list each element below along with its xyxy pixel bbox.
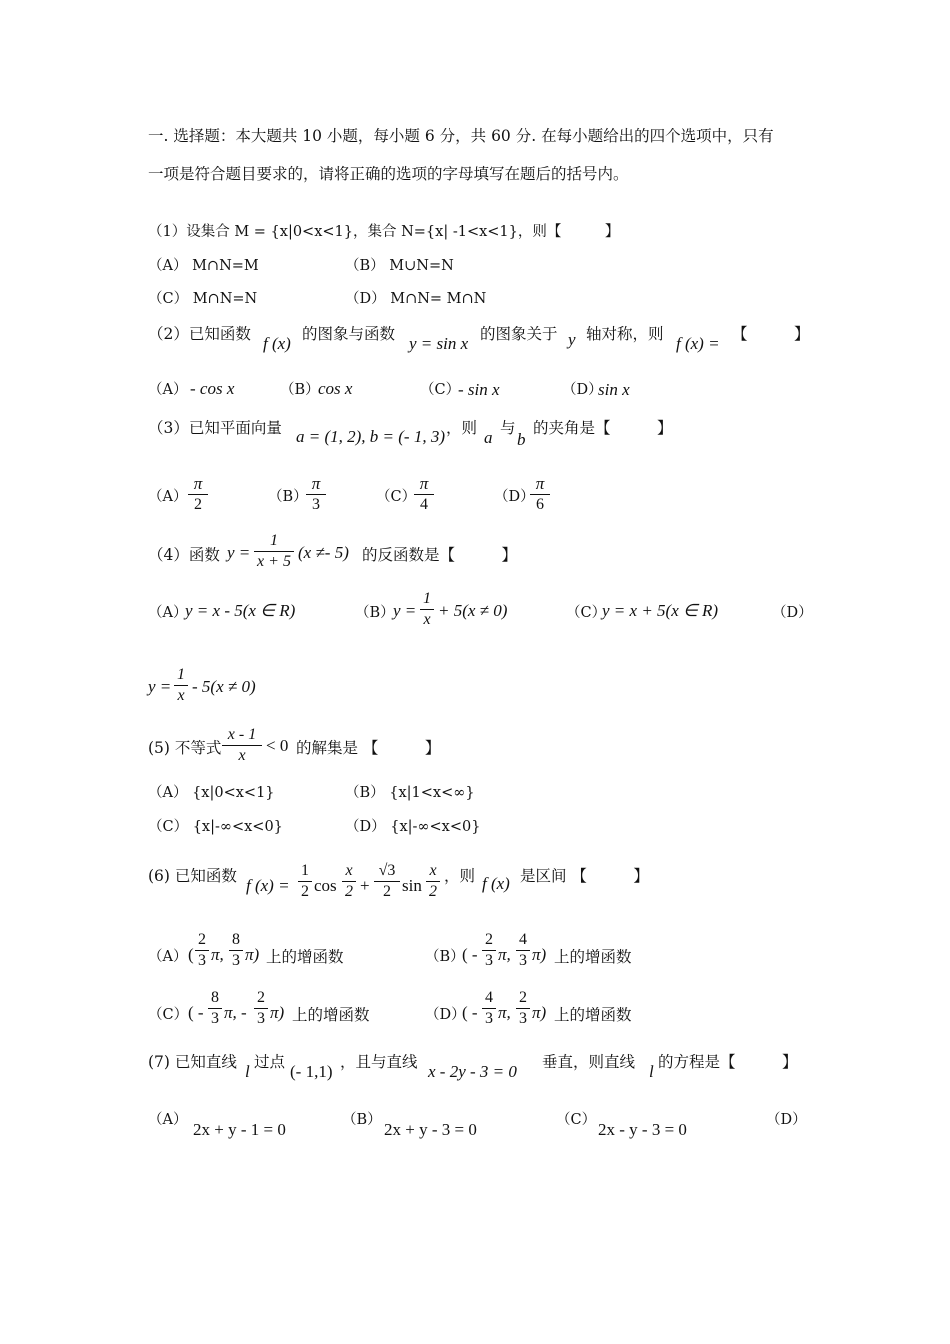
q2-option-c: - sin x xyxy=(458,380,500,399)
q3-vectors: a = (1, 2), b = (- 1, 3) xyxy=(296,427,445,446)
q7-stem-a: (7) 已知直线 xyxy=(148,1053,237,1071)
q7-stem-b: 过点 xyxy=(254,1053,286,1071)
q3-stem-b: ，则 xyxy=(446,419,478,437)
section-heading-line1: 一. 选择题：本大题共 10 小题，每小题 6 分，共 60 分. 在每小题给出的四个选项中，只有 xyxy=(148,127,774,145)
q6-option-c-open: ( - xyxy=(188,1003,204,1022)
q6-option-c-label: （C） xyxy=(148,1007,189,1023)
q7-point: (- 1,1) xyxy=(290,1062,333,1081)
q4-option-b-post: + 5(x ≠ 0) xyxy=(438,601,508,620)
q2-option-b: cos x xyxy=(318,379,353,398)
q6-frac-4: x 2 xyxy=(426,862,440,901)
q3-option-c-frac: π 4 xyxy=(414,475,434,514)
q6-option-a-frac-2: 8 3 xyxy=(229,931,243,970)
q5-option-b: （B） {x|1<x<∞} xyxy=(345,785,475,801)
q6-frac-1: 1 2 xyxy=(298,862,312,901)
q2-option-b-label: （B） xyxy=(280,382,320,398)
q7-option-d-label: （D） xyxy=(766,1112,807,1128)
q5-option-d: （D） {x|-∞<x<0} xyxy=(345,819,481,835)
q6-frac-2: x 2 xyxy=(342,862,356,901)
q3-option-c-label: （C） xyxy=(376,489,417,505)
q4-option-d-pre: y = xyxy=(148,677,172,696)
q4-option-d-post: - 5(x ≠ 0) xyxy=(192,677,256,696)
q6-option-b-label: （B） xyxy=(425,949,465,965)
q2-stem-a: （2）已知函数 xyxy=(148,325,251,343)
q5-frac: x - 1 x xyxy=(222,726,262,765)
q7-option-a-label: （A） xyxy=(148,1112,188,1128)
q6-option-d-open: ( - xyxy=(462,1003,478,1022)
section-heading-line2: 一项是符合题目要求的，请将正确的选项的字母填写在题后的括号内。 xyxy=(148,165,629,183)
q3-b: b xyxy=(517,430,526,449)
q4-option-a-label: （A） xyxy=(148,605,188,621)
q3-stem-c: 与 xyxy=(500,419,516,437)
q3-option-b-label: （B） xyxy=(268,489,308,505)
q6-option-c-frac-2: 2 3 xyxy=(254,989,268,1028)
q5-option-a: （A） {x|0<x<1} xyxy=(148,785,275,801)
q2-option-a-label: （A） xyxy=(148,382,188,398)
q6-option-c-frac-1: 8 3 xyxy=(208,989,222,1028)
q6-stem-c: 是区间 【 】 xyxy=(520,867,649,885)
q6-option-a-label: （A） xyxy=(148,949,188,965)
q6-option-a-pi-comma: π, xyxy=(211,945,224,964)
q1-option-b: （B） M∪N=N xyxy=(345,258,454,274)
q2-fx-eq: f (x) = xyxy=(676,334,720,353)
q1-option-a: （A） M∩N=M xyxy=(148,258,259,274)
q4-option-b-label: （B） xyxy=(355,605,395,621)
q6-option-b-pi-comma: π, xyxy=(498,945,511,964)
q7-option-c-label: （C） xyxy=(556,1112,597,1128)
q4-stem-a: （4）函数 xyxy=(148,546,220,564)
q2-bracket: 【 】 xyxy=(732,325,810,343)
q6-option-a-suffix: 上的增函数 xyxy=(266,948,344,966)
q5-relation: < 0 xyxy=(266,736,289,755)
q4-option-b-pre: y = xyxy=(393,601,417,620)
q6-option-b-open: ( - xyxy=(462,945,478,964)
q4-condition: (x ≠- 5) xyxy=(298,543,349,562)
q6-option-b-frac-1: 2 3 xyxy=(482,931,496,970)
q6-option-b-frac-2: 4 3 xyxy=(516,931,530,970)
q7-option-a: 2x + y - 1 = 0 xyxy=(193,1120,286,1139)
q1-option-c: （C） M∩N=N xyxy=(148,291,258,307)
q5-stem-b: 的解集是 【 】 xyxy=(296,739,441,757)
q7-option-c: 2x - y - 3 = 0 xyxy=(598,1120,687,1139)
q6-option-a-pi-close: π) xyxy=(245,945,260,964)
q6-option-d-frac-2: 2 3 xyxy=(516,989,530,1028)
q2-option-d-label: （D） xyxy=(562,382,603,398)
q1-option-d: （D） M∩N= M∩N xyxy=(345,291,487,307)
q4-option-d-frac: 1 x xyxy=(174,666,188,705)
q6-stem-a: (6) 已知函数 xyxy=(148,867,237,885)
q7-l: l xyxy=(245,1062,250,1081)
q7-option-b-label: （B） xyxy=(342,1112,382,1128)
q2-y: y xyxy=(568,330,576,349)
q3-a: a xyxy=(484,428,493,447)
q6-cos: cos xyxy=(314,876,337,895)
q6-f-eq: f (x) = xyxy=(246,876,290,895)
q6-option-b-pi-close: π) xyxy=(532,945,547,964)
q3-option-b-frac: π 3 xyxy=(306,475,326,514)
q6-option-a-open: ( xyxy=(188,945,194,964)
q4-option-c: y = x + 5(x ∈ R) xyxy=(602,601,719,620)
q6-option-d-suffix: 上的增函数 xyxy=(554,1006,632,1024)
q3-stem-d: 的夹角是【 】 xyxy=(533,419,673,437)
q6-option-c-pi-close: π) xyxy=(270,1003,285,1022)
q7-line: x - 2y - 3 = 0 xyxy=(428,1062,517,1081)
q2-stem-c: 的图象关于 xyxy=(480,325,558,343)
q5-stem-a: (5) 不等式 xyxy=(148,739,222,757)
q6-option-d-label: （D） xyxy=(425,1007,466,1023)
q2-stem-d: 轴对称，则 xyxy=(586,325,664,343)
q6-frac-3: √3 2 xyxy=(374,862,400,901)
q2-stem-b: 的图象与函数 xyxy=(302,325,396,343)
q1-stem: （1）设集合 M = {x|0<x<1}，集合 N={x| -1<x<1}，则【 】 xyxy=(148,224,620,240)
q7-l-2: l xyxy=(649,1062,654,1081)
q4-stem-b: 的反函数是【 】 xyxy=(362,546,518,564)
q3-option-a-label: （A） xyxy=(148,489,188,505)
q4-option-c-label: （C） xyxy=(566,605,607,621)
q7-stem-d: 垂直，则直线 xyxy=(542,1053,636,1071)
q4-y-eq: y = xyxy=(227,543,251,562)
q6-option-c-pi-comma: π, - xyxy=(224,1003,247,1022)
q2-option-a: - cos x xyxy=(190,379,235,398)
q2-option-d: sin x xyxy=(598,380,630,399)
q4-option-d-label: （D） xyxy=(772,605,813,621)
q4-option-a: y = x - 5(x ∈ R) xyxy=(185,601,296,620)
q6-stem-b: ，则 xyxy=(444,867,476,885)
q6-sin: sin xyxy=(402,876,422,895)
q7-stem-e: 的方程是【 】 xyxy=(658,1053,798,1071)
q6-option-c-suffix: 上的增函数 xyxy=(292,1006,370,1024)
q6-option-b-suffix: 上的增函数 xyxy=(554,948,632,966)
q6-option-d-pi-comma: π, xyxy=(498,1003,511,1022)
q2-option-c-label: （C） xyxy=(420,382,461,398)
q6-option-a-frac-1: 2 3 xyxy=(195,931,209,970)
q7-option-b: 2x + y - 3 = 0 xyxy=(384,1120,477,1139)
q2-fx: f (x) xyxy=(263,334,291,353)
q6-plus: + xyxy=(360,876,370,895)
q6-option-d-frac-1: 4 3 xyxy=(482,989,496,1028)
q7-stem-c: ，且与直线 xyxy=(340,1053,418,1071)
q3-option-d-label: （D） xyxy=(494,489,535,505)
q3-stem-a: （3）已知平面向量 xyxy=(148,419,282,437)
q3-option-d-frac: π 6 xyxy=(530,475,550,514)
q6-fx: f (x) xyxy=(482,874,510,893)
q4-option-b-frac: 1 x xyxy=(420,590,434,629)
q5-option-c: （C） {x|-∞<x<0} xyxy=(148,819,283,835)
q4-frac: 1 x + 5 xyxy=(254,532,294,571)
q6-option-d-pi-close: π) xyxy=(532,1003,547,1022)
q3-option-a-frac: π 2 xyxy=(188,475,208,514)
q2-ysinx: y = sin x xyxy=(409,334,469,353)
